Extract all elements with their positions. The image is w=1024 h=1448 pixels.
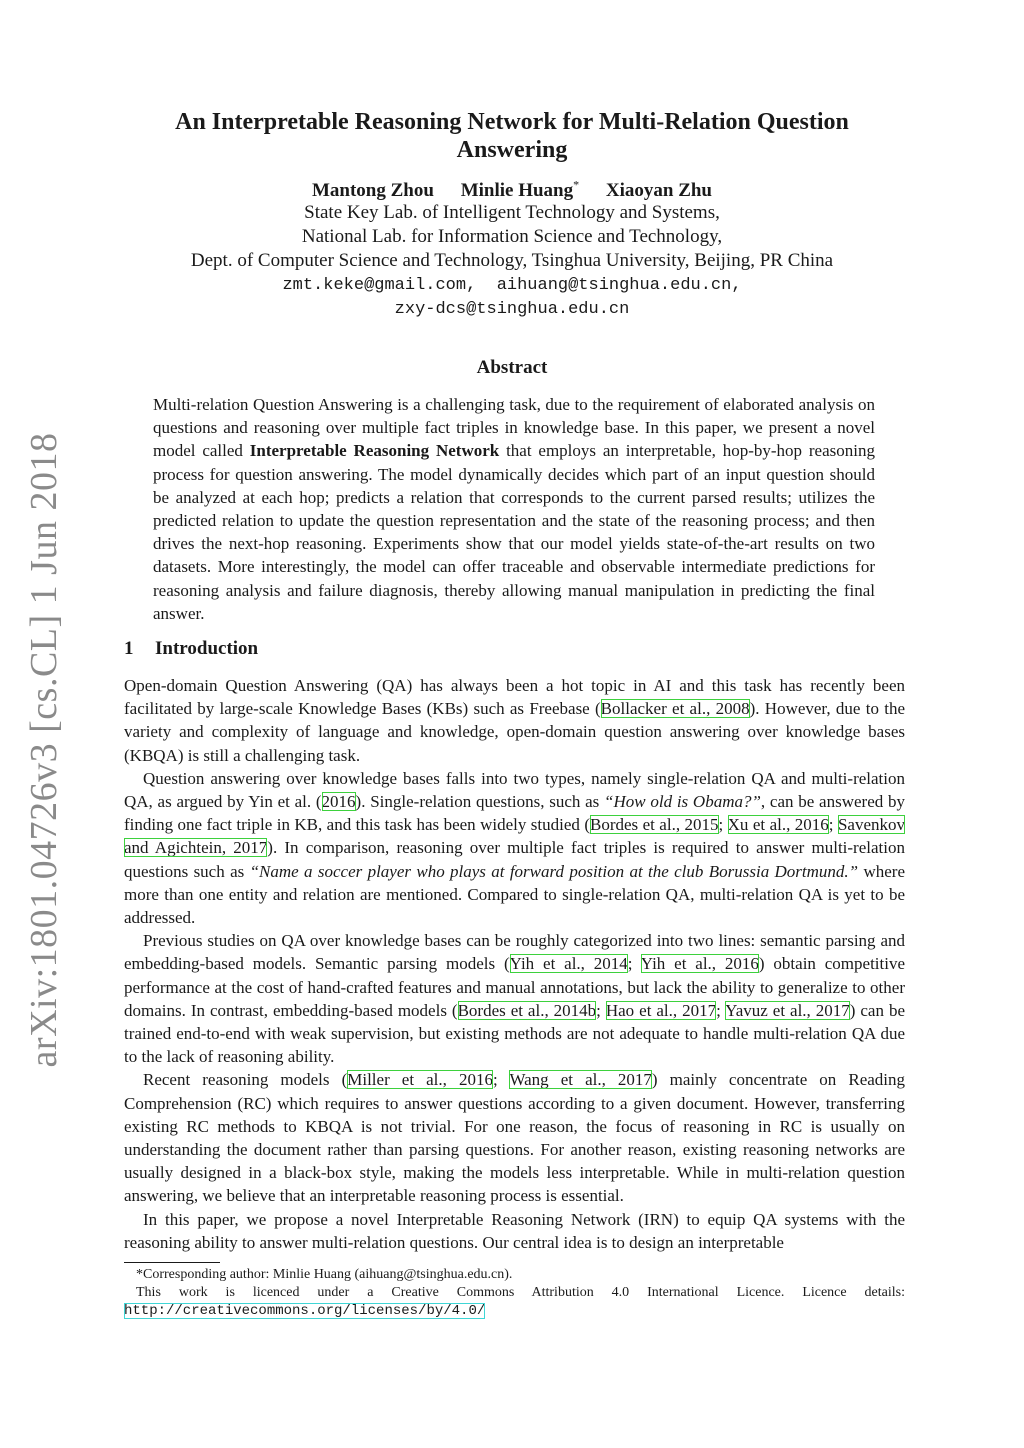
citation-link[interactable]: Hao et al., 2017 bbox=[605, 1000, 717, 1020]
paragraph: In this paper, we propose a novel Interpretable Reasoning Network (IRN) to equip QA systems with the reasoning ability to answer multi-relation questions. Our central idea is to design an interpretable bbox=[124, 1209, 905, 1252]
arxiv-identifier: arXiv:1801.04726v3 [cs.CL] 1 Jun 2018 bbox=[23, 432, 65, 1068]
citation-link[interactable]: Bordes et al., 2014b bbox=[457, 1000, 597, 1020]
citation-link[interactable]: Wang et al., 2017 bbox=[509, 1070, 652, 1090]
author-emails: zxy-dcs@tsinghua.edu.cn bbox=[394, 300, 630, 319]
author-name: Minlie Huang* bbox=[460, 178, 580, 202]
citation-link[interactable]: Savenkov and Agichtein, 2017 bbox=[124, 815, 905, 858]
affiliation-line: Dept. of Computer Science and Technology, Tsinghua University, Beijing, PR China bbox=[190, 250, 834, 271]
citation-link[interactable]: Bordes et al., 2015 bbox=[590, 815, 719, 835]
introduction-body bbox=[124, 674, 905, 1254]
licence-url-link[interactable]: http://creativecommons.org/licenses/by/4.0/ bbox=[124, 1303, 486, 1319]
corresponding-mark: * bbox=[573, 178, 580, 192]
section-title: Introduction bbox=[155, 638, 259, 659]
author-name: Mantong Zhou bbox=[311, 180, 434, 202]
footnote-licence: This work is licenced under a Creative Commons Attribution 4.0 International Licence. Licence details: http://creativecommons.org/licenses/by/4.0/ bbox=[124, 1285, 905, 1319]
section-heading bbox=[124, 638, 258, 660]
citation-link[interactable]: Yih et al., 2014 bbox=[509, 954, 628, 974]
citation-link[interactable]: Yih et al., 2016 bbox=[640, 954, 759, 974]
affiliation-line: National Lab. for Information Science and Technology, bbox=[301, 226, 723, 247]
paragraph: Question answering over knowledge bases falls into two types, namely single-relation QA and multi-relation QA, as argued by Yin et al. (2016). Single-relation questions, such as “How old is Obama?”, can be answered by finding one fact triple in KB, and this task has been widely studied (Bordes et al., 2015; Xu et al., 2016; Savenkov and Agichtein, 2017). In comparison, reasoning over multiple fact triples is required to answer multi-relation questions such as “Name a soccer player who plays at forward position at the club Borussia Dortmund.” where more than one entity and relation are mentioned. Compared to single-relation QA, multi-relation QA is yet to be addressed. bbox=[124, 768, 906, 928]
citation-link[interactable]: Yavuz et al., 2017 bbox=[725, 1000, 850, 1020]
citation-link[interactable]: Miller et al., 2016 bbox=[347, 1070, 493, 1090]
abstract-heading: Abstract bbox=[476, 357, 548, 378]
author-name: Xiaoyan Zhu bbox=[605, 180, 712, 202]
citation-link[interactable]: Bollacker et al., 2008 bbox=[600, 699, 750, 719]
paragraph: Open-domain Question Answering (QA) has always been a hot topic in AI and this task has recently been facilitated by large-scale Knowledge Bases (KBs) such as Freebase (Bollacker et al., 2008). However, due to the variety and complexity of language and knowledge, open-domain question answering over knowledge bases (KBQA) is still a challenging task. bbox=[124, 676, 906, 765]
paragraph: Recent reasoning models (Miller et al., 2016; Wang et al., 2017) mainly concentrate on Reading Comprehension (RC) which requires to answer questions according to a given document. However, transferring existing RC methods to KBQA is not trivial. For one reason, the focus of reasoning in RC is usually on understanding the document rather than parsing questions. For another reason, existing reasoning networks are usually designed in a black-box style, making the models less interpretable. While in multi-relation question answering, we believe that an interpretable reasoning process is essential. bbox=[124, 1070, 906, 1206]
footnote-corresponding: *Corresponding author: Minlie Huang (aihuang@tsinghua.edu.cn). bbox=[136, 1267, 513, 1282]
author-list bbox=[150, 178, 874, 202]
example-question: “Name a soccer player who plays at forward position at the club Borussia Dortmund.” bbox=[249, 861, 859, 881]
arxiv-stamp bbox=[0, 432, 88, 1068]
paper-title: An Interpretable Reasoning Network for Multi-Relation Question Answering bbox=[175, 109, 849, 163]
paragraph: Previous studies on QA over knowledge bases can be roughly categorized into two lines: semantic parsing and embedding-based models. Semantic parsing models (Yih et al., 2014; Yih et al., 2016) obtain competitive performance at the cost of hand-crafted features and manual annotations, but lack the ability to generalize to other domains. In contrast, embedding-based models (Bordes et al., 2014b; Hao et al., 2017; Yavuz et al., 2017) can be trained end-to-end with weak supervision, but existing methods are not adequate to handle multi-relation QA due to the lack of reasoning ability. bbox=[124, 931, 906, 1067]
abstract-body: Multi-relation Question Answering is a challenging task, due to the requirement of elaborated analysis on questions and reasoning over multiple fact triples in knowledge base. In this paper, we present a novel model called Interpretable Reasoning Network that employs an interpretable, hop-by-hop reasoning process for question answering. The model dynamically decides which part of an input question should be analyzed at each hop; predicts a relation that corresponds to the current parsed results; utilizes the predicted relation to update the question representation and the state of the reasoning process; and then drives the next-hop reasoning. Experiments show that our model yields state-of-the-art results on two datasets. More interestingly, the model can offer traceable and observable intermediate predictions for reasoning analysis and failure diagnosis, thereby allowing manual manipulation in predicting the final answer. bbox=[153, 395, 875, 623]
citation-link[interactable]: Xu et al., 2016 bbox=[727, 815, 829, 835]
footnotes bbox=[124, 1266, 905, 1320]
section-number: 1 bbox=[124, 638, 134, 659]
affiliation-line: State Key Lab. of Intelligent Technology and Systems, bbox=[304, 202, 720, 223]
model-name: Interpretable Reasoning Network bbox=[249, 441, 500, 461]
footnote-rule bbox=[124, 1262, 220, 1263]
example-question: “How old is Obama?” bbox=[604, 792, 761, 812]
citation-link[interactable]: 2016 bbox=[321, 792, 356, 812]
author-emails: zmt.keke@gmail.com, aihuang@tsinghua.edu.cn, bbox=[282, 276, 742, 295]
